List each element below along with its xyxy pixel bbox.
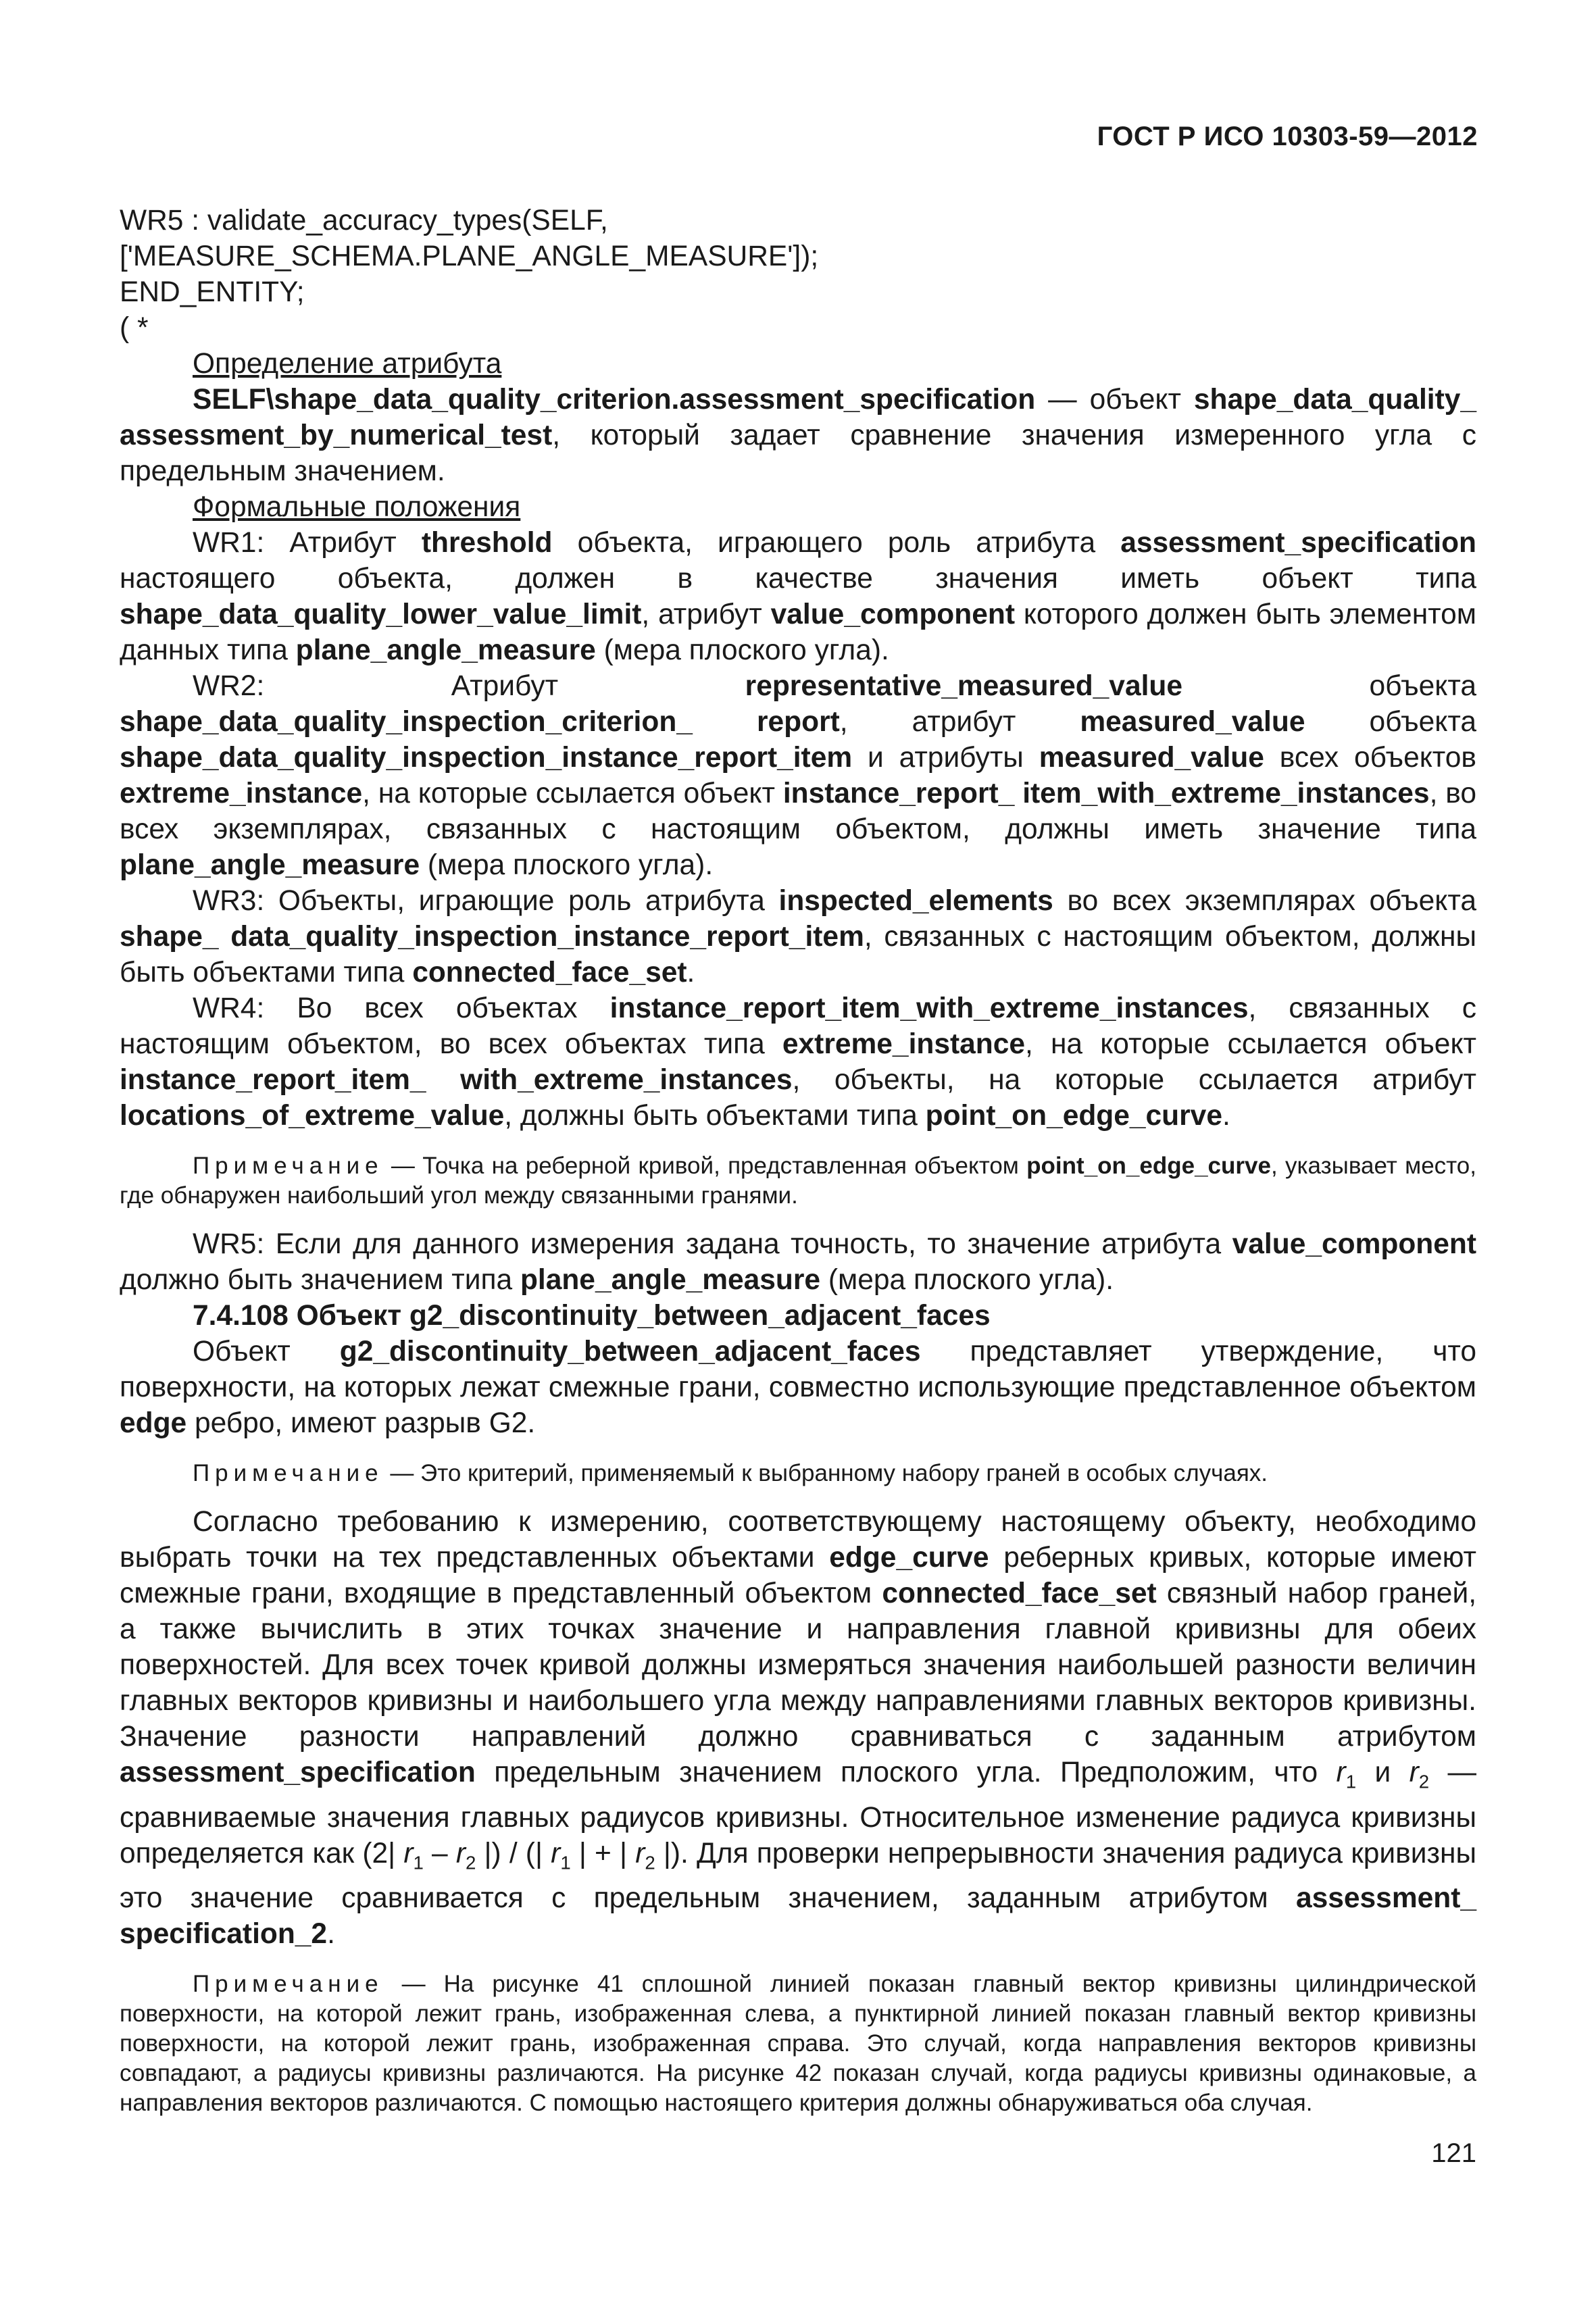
term: value_component [770,599,1015,630]
term: shape_data_quality_inspection_instance_report_item [120,742,853,774]
text-run: . [687,957,695,988]
note-label: Примечание [193,1153,384,1179]
variable-r: r [455,1837,466,1869]
term: edge_curve [829,1542,989,1574]
document-body [120,203,1476,2134]
term: plane_angle_measure [520,1264,821,1296]
code-line: ( * [120,312,149,344]
text-run: и атрибуты [852,742,1039,774]
attribute-definition-paragraph [120,382,1476,489]
standard-header: ГОСТ Р ИСО 10303-59—2012 [1097,122,1478,151]
text-run: , объекты, на которые ссылается атрибут [792,1064,1476,1096]
text-run: , атрибут [839,706,1080,738]
term: assessment_specification [1120,527,1476,559]
entity-name: shape_data_quality_ assessment_by_numerical_test [120,384,1476,451]
text-run: — На рисунке 41 сплошной линией показан главный вектор кривизны цилиндрической поверхности, на которой лежит грань, изображенная слева, а пунктирной линией показан главный вектор кривизны поверхности, на которой лежит грань, изображенная справа. Это случай, когда направления векторов кривизны совпадают, а радиусы кривизны различаются. На рисунке 42 показан случай, когда радиусы кривизны одинаковые, а направления векторов различаются. С помощью настоящего критерия должны обнаруживаться оба случая. [120,1971,1476,2116]
text-run: Объект [193,1336,340,1367]
page-number: 121 [1431,2138,1476,2168]
note-label: Примечание [193,1460,384,1486]
code-line: END_ENTITY; [120,276,305,308]
text-run: — Это критерий, применяемый к выбранному набору граней в особых случаях. [383,1460,1268,1486]
term: value_component [1232,1228,1476,1260]
term: plane_angle_measure [120,849,420,881]
text-run: – [423,1837,456,1869]
wr1-paragraph [120,525,1476,668]
text-run: и [1356,1757,1410,1788]
variable-r: r [1409,1757,1419,1788]
main-paragraph [120,1504,1476,1952]
section-label: Формальные положения [193,491,521,523]
text-run: (мера плоского угла). [420,849,714,881]
text-run: , указывает место, где обнаружен наибольший угол между связанными гранями. [120,1153,1476,1209]
term: connected_face_set [882,1578,1157,1609]
attribute-definition-heading [120,346,1476,382]
wr5-paragraph [120,1226,1476,1298]
subscript: 1 [560,1852,571,1873]
subscript: 2 [465,1852,476,1873]
text-run: (мера плоского угла). [820,1264,1114,1296]
text-run: WR4: Во всех объектах [193,992,610,1024]
text-run: должно быть значением типа [120,1264,520,1296]
text-run: , связанных с настоящим объектом, должны быть объектами типа [120,921,1477,988]
text-run: предельным значением плоского угла. Предположим, что [475,1757,1337,1788]
text-run: . [1222,1100,1230,1132]
subscript: 2 [645,1852,655,1873]
formal-propositions-heading [120,489,1476,525]
text-run: во всех экземплярах объекта [1053,885,1476,917]
text-run: , во всех экземплярах, связанных с настоящим объектом, должны иметь значение типа [120,778,1476,845]
variable-r: r [1336,1757,1346,1788]
wr4-paragraph [120,990,1476,1134]
code-line: ['MEASURE_SCHEMA.PLANE_ANGLE_MEASURE']); [120,241,819,272]
term: point_on_edge_curve [925,1100,1222,1132]
text-run: . [327,1918,335,1950]
variable-r: r [635,1837,645,1869]
term: assessment_specification [120,1757,476,1788]
term: point_on_edge_curve [1026,1153,1271,1179]
term: g2_discontinuity_between_adjacent_faces [339,1336,921,1367]
text-run: объекта [1182,670,1476,702]
term: instance_report_ item_with_extreme_instances [782,778,1430,809]
text-run: , связанных с настоящим объектом, во всех объектах типа [120,992,1476,1060]
note-label: Примечание [193,1971,384,1997]
term: shape_ data_quality_inspection_instance_report_item [120,921,864,953]
term: threshold [421,527,553,559]
term: shape_data_quality_inspection_criterion_ report [120,706,840,738]
term: locations_of_extreme_value [120,1100,505,1132]
text-run: (мера плоского угла). [595,634,889,666]
term: assessment_ specification_2 [120,1882,1476,1950]
term: shape_data_quality_lower_value_limit [120,599,642,630]
text-run: объекта [1305,706,1476,738]
text-run: , должны быть объектами типа [504,1100,926,1132]
text-run: |). Для проверки непрерывности значения радиуса кривизны это значение сравнивается с предельным значением, заданным атрибутом [120,1837,1476,1914]
term: extreme_instance [782,1028,1025,1060]
subscript: 1 [413,1852,424,1873]
text-run: , атрибут [641,599,771,630]
term: edge [120,1407,187,1439]
term: inspected_elements [778,885,1053,917]
variable-r: r [403,1837,414,1869]
text-run: | + | [570,1837,636,1869]
wr2-paragraph [120,668,1476,883]
text-run: — сравниваемые значения главных радиусов кривизны. Относительное изменение радиуса кривизны определяется как (2| [120,1757,1477,1869]
text-run: , который задает сравнение значения измеренного угла с предельным значением. [120,420,1476,487]
note-paragraph [120,1151,1476,1211]
term: measured_value [1080,706,1305,738]
term: instance_report_item_ with_extreme_instances [120,1064,793,1096]
text-run: — Точка на реберной кривой, представленная объектом [383,1153,1027,1179]
text-run: представляет утверждение, что поверхности, на которых лежат смежные грани, совместно использующие представленное объектом [120,1336,1476,1403]
text-run: ребро, имеют разрыв G2. [186,1407,536,1439]
code-line: WR5 : validate_accuracy_types(SELF, [120,205,608,236]
text-run: настоящего объекта, должен в качестве значения иметь объект типа [120,563,1476,595]
text-run: WR1: Атрибут [193,527,422,559]
term: measured_value [1039,742,1264,774]
wr3-paragraph [120,883,1476,990]
text-run: которого должен быть элементом данных типа [120,599,1477,666]
subscript: 1 [1345,1771,1357,1792]
text-run: связный набор граней, а также вычислить в этих точках значение и направления главной кривизны для обеих поверхностей. Для всех точек кривой должны измеряться значения наибольшей разности величин главных векторов кривизны и наибольшего угла между направлениями главных векторов кривизны. Значение разности направлений должно сравниваться с заданным атрибутом [120,1578,1476,1753]
text-run: Согласно требованию к измерению, соответствующему настоящему объекту, необходимо выбрать точки на тех представленных объектами [120,1506,1476,1574]
term: plane_angle_measure [295,634,596,666]
text-run: , на которые ссылается объект [1025,1028,1476,1060]
text-run: , на которые ссылается объект [362,778,783,809]
note-paragraph [120,1459,1476,1488]
intro-paragraph [120,1334,1476,1441]
text-run: WR5: Если для данного измерения задана точность, то значение атрибута [193,1228,1232,1260]
text-run: объекта, играющего роль атрибута [552,527,1121,559]
text-run: всех объектов [1264,742,1476,774]
text-run: |) / (| [476,1837,551,1869]
text-run: — объект [1035,384,1194,416]
term: extreme_instance [120,778,363,809]
text-run: реберных кривых, которые имеют смежные грани, входящие в представленный объектом [120,1542,1476,1609]
attribute-name: SELF\shape_data_quality_criterion.assessment_specification [193,384,1036,416]
text-run: WR2: Атрибут [193,670,745,702]
term: representative_measured_value [745,670,1182,702]
term: instance_report_item_with_extreme_instances [609,992,1249,1024]
section-heading: 7.4.108 Объект g2_discontinuity_between_adjacent_faces [193,1300,991,1332]
text-run: WR3: Объекты, играющие роль атрибута [193,885,779,917]
note-paragraph [120,1969,1476,2118]
term: connected_face_set [412,957,687,988]
subscript: 2 [1418,1771,1430,1792]
variable-r: r [551,1837,561,1869]
section-label: Определение атрибута [193,348,502,380]
